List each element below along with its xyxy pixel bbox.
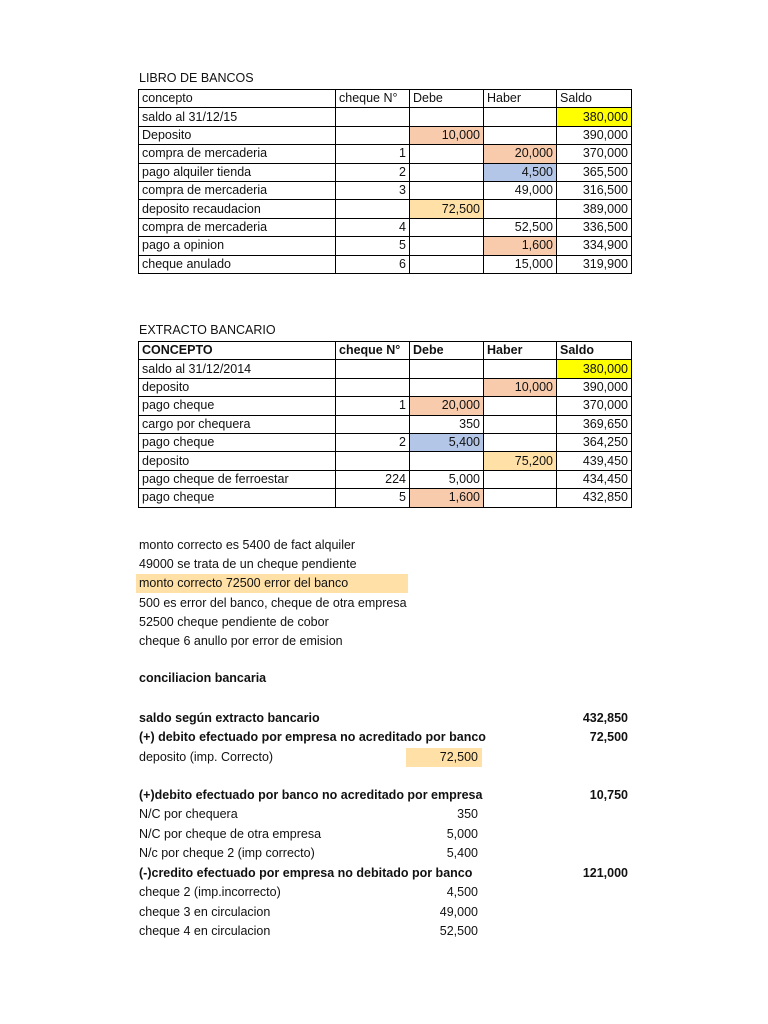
table-row	[139, 218, 632, 236]
cell-saldo[interactable]: 334,900	[557, 237, 632, 255]
note-line[interactable]: 500 es error del banco, cheque de otra empresa	[139, 596, 407, 610]
table-row	[139, 415, 632, 433]
table-row	[139, 163, 632, 181]
cell-cheque[interactable]	[336, 108, 410, 126]
section-item-row	[139, 903, 629, 922]
cell-saldo[interactable]: 390,000	[557, 126, 632, 144]
cell-haber[interactable]	[484, 126, 557, 144]
header-haber[interactable]: Haber	[484, 90, 557, 108]
item-label[interactable]: deposito (imp. Correcto)	[139, 750, 274, 764]
cell-cheque[interactable]: 224	[336, 470, 410, 488]
cell-haber[interactable]	[484, 415, 557, 433]
table-row	[139, 397, 632, 415]
section-header-row	[139, 728, 629, 747]
section2-label[interactable]: (+)debito efectuado por banco no acreditado por empresa	[139, 788, 483, 802]
section2-total[interactable]: 10,750	[589, 788, 628, 802]
item-value[interactable]: 49,000	[439, 905, 478, 919]
cell-concepto[interactable]: pago alquiler tienda	[139, 163, 336, 181]
item-label[interactable]: cheque 2 (imp.incorrecto)	[139, 885, 281, 899]
cell-concepto[interactable]: deposito recaudacion	[139, 200, 336, 218]
cell-cheque[interactable]: 5	[336, 489, 410, 507]
cell-haber[interactable]	[484, 397, 557, 415]
section3-total[interactable]: 121,000	[582, 866, 628, 880]
cell-haber[interactable]: 52,500	[484, 218, 557, 236]
cell-debe[interactable]	[410, 237, 484, 255]
cell-saldo[interactable]: 370,000	[557, 145, 632, 163]
saldo-total[interactable]: 432,850	[582, 711, 628, 725]
cell-haber[interactable]: 1,600	[484, 237, 557, 255]
table-row	[139, 237, 632, 255]
cell-cheque[interactable]: 4	[336, 218, 410, 236]
section-header-row	[139, 864, 629, 883]
table-row	[139, 470, 632, 488]
item-value[interactable]: 52,500	[439, 924, 478, 938]
cell-saldo[interactable]: 316,500	[557, 181, 632, 199]
cell-debe[interactable]: 350	[410, 415, 484, 433]
note-line[interactable]: 49000 se trata de un cheque pendiente	[139, 557, 357, 571]
cell-debe[interactable]: 10,000	[410, 126, 484, 144]
cell-concepto[interactable]: compra de mercaderia	[139, 218, 336, 236]
cell-debe[interactable]	[410, 452, 484, 470]
cell-haber[interactable]: 20,000	[484, 145, 557, 163]
cell-saldo[interactable]: 390,000	[557, 378, 632, 396]
cell-concepto[interactable]: pago cheque	[139, 397, 336, 415]
cell-saldo[interactable]: 365,500	[557, 163, 632, 181]
header-cheque[interactable]: cheque N°	[336, 342, 410, 360]
cell-debe[interactable]: 20,000	[410, 397, 484, 415]
header-concepto[interactable]: CONCEPTO	[139, 342, 336, 360]
table-row	[139, 360, 632, 378]
item-value[interactable]: 5,400	[446, 846, 478, 860]
table-row	[139, 200, 632, 218]
header-concepto[interactable]: concepto	[139, 90, 336, 108]
cell-debe[interactable]	[410, 145, 484, 163]
cell-saldo[interactable]: 364,250	[557, 433, 632, 451]
cell-saldo[interactable]: 369,650	[557, 415, 632, 433]
cell-concepto[interactable]: compra de mercaderia	[139, 181, 336, 199]
cell-cheque[interactable]: 2	[336, 163, 410, 181]
cell-debe[interactable]	[410, 360, 484, 378]
cell-haber[interactable]: 4,500	[484, 163, 557, 181]
cell-cheque[interactable]	[336, 126, 410, 144]
section-item-row	[139, 883, 629, 902]
cell-haber[interactable]: 15,000	[484, 255, 557, 273]
cell-cheque[interactable]: 6	[336, 255, 410, 273]
cell-saldo[interactable]: 370,000	[557, 397, 632, 415]
item-value[interactable]: 350	[457, 807, 478, 821]
cell-concepto[interactable]: saldo al 31/12/15	[139, 108, 336, 126]
cell-haber[interactable]	[484, 108, 557, 126]
table-header-row	[139, 90, 632, 108]
section-item-row	[139, 844, 629, 863]
item-label[interactable]: N/C por cheque de otra empresa	[139, 827, 322, 841]
cell-debe[interactable]: 5,000	[410, 470, 484, 488]
cell-saldo[interactable]: 380,000	[557, 108, 632, 126]
cell-saldo[interactable]: 432,850	[557, 489, 632, 507]
cell-concepto[interactable]: saldo al 31/12/2014	[139, 360, 336, 378]
cell-saldo[interactable]: 434,450	[557, 470, 632, 488]
cell-concepto[interactable]: cargo por chequera	[139, 415, 336, 433]
cell-cheque[interactable]: 1	[336, 397, 410, 415]
table-row	[139, 255, 632, 273]
table-header-row	[139, 342, 632, 360]
cell-haber[interactable]: 75,200	[484, 452, 557, 470]
extracto-table	[138, 341, 632, 508]
cell-cheque[interactable]: 1	[336, 145, 410, 163]
item-label[interactable]: cheque 4 en circulacion	[139, 924, 271, 938]
item-value[interactable]: 5,000	[446, 827, 478, 841]
cell-debe[interactable]	[410, 255, 484, 273]
cell-debe[interactable]	[410, 108, 484, 126]
header-debe[interactable]: Debe	[410, 90, 484, 108]
saldo-label[interactable]: saldo según extracto bancario	[139, 711, 320, 725]
cell-debe[interactable]	[410, 378, 484, 396]
header-haber[interactable]: Haber	[484, 342, 557, 360]
item-label[interactable]: cheque 3 en circulacion	[139, 905, 271, 919]
cell-debe[interactable]: 5,400	[410, 433, 484, 451]
table-row	[139, 145, 632, 163]
cell-saldo[interactable]: 336,500	[557, 218, 632, 236]
header-cheque[interactable]: cheque N°	[336, 90, 410, 108]
cell-concepto[interactable]: pago cheque de ferroestar	[139, 470, 336, 488]
note-line[interactable]: monto correcto es 5400 de fact alquiler	[139, 538, 356, 552]
cell-haber[interactable]: 49,000	[484, 181, 557, 199]
cell-cheque[interactable]: 5	[336, 237, 410, 255]
cell-debe[interactable]	[410, 218, 484, 236]
table-row	[139, 433, 632, 451]
conciliacion-saldo-row	[139, 709, 629, 728]
section1-total[interactable]: 72,500	[589, 730, 628, 744]
cell-haber[interactable]	[484, 200, 557, 218]
conciliacion-title[interactable]: conciliacion bancaria	[139, 671, 267, 685]
note-line[interactable]: 52500 cheque pendiente de cobor	[139, 615, 329, 629]
cell-cheque[interactable]	[336, 378, 410, 396]
cell-concepto[interactable]: Deposito	[139, 126, 336, 144]
cell-cheque[interactable]: 2	[336, 433, 410, 451]
cell-saldo[interactable]: 439,450	[557, 452, 632, 470]
table-row	[139, 126, 632, 144]
cell-haber[interactable]	[484, 360, 557, 378]
table-row	[139, 378, 632, 396]
cell-saldo[interactable]: 319,900	[557, 255, 632, 273]
section-item-row	[139, 805, 629, 824]
cell-haber[interactable]: 10,000	[484, 378, 557, 396]
table-row	[139, 489, 632, 507]
cell-concepto[interactable]: cheque anulado	[139, 255, 336, 273]
cell-concepto[interactable]: deposito	[139, 452, 336, 470]
section1-label[interactable]: (+) debito efectuado por empresa no acreditado por banco	[139, 730, 486, 744]
cell-cheque[interactable]	[336, 452, 410, 470]
item-label[interactable]: N/C por chequera	[139, 807, 238, 821]
cell-debe[interactable]	[410, 163, 484, 181]
section-item-row	[139, 922, 629, 941]
header-saldo[interactable]: Saldo	[557, 90, 632, 108]
section-item-row	[139, 825, 629, 844]
cell-haber[interactable]	[484, 470, 557, 488]
header-saldo[interactable]: Saldo	[557, 342, 632, 360]
cell-saldo[interactable]: 380,000	[557, 360, 632, 378]
cell-concepto[interactable]: deposito	[139, 378, 336, 396]
section-header-row	[139, 786, 629, 805]
note-line-highlighted[interactable]: monto correcto 72500 error del banco	[136, 574, 408, 593]
item-label[interactable]: N/c por cheque 2 (imp correcto)	[139, 846, 315, 860]
libro-title: LIBRO DE BANCOS	[139, 71, 254, 85]
item-value[interactable]: 4,500	[446, 885, 478, 899]
item-value-highlighted[interactable]: 72,500	[406, 748, 482, 767]
libro-table	[138, 89, 632, 274]
cell-cheque[interactable]	[336, 200, 410, 218]
cell-haber[interactable]	[484, 433, 557, 451]
cell-cheque[interactable]: 3	[336, 181, 410, 199]
cell-debe[interactable]: 72,500	[410, 200, 484, 218]
table-row	[139, 452, 632, 470]
table-row	[139, 181, 632, 199]
cell-cheque[interactable]	[336, 360, 410, 378]
table-row	[139, 108, 632, 126]
cell-haber[interactable]	[484, 489, 557, 507]
cell-cheque[interactable]	[336, 415, 410, 433]
cell-saldo[interactable]: 389,000	[557, 200, 632, 218]
note-line[interactable]: cheque 6 anullo por error de emision	[139, 634, 343, 648]
section3-label[interactable]: (-)credito efectuado por empresa no debitado por banco	[139, 866, 473, 880]
header-debe[interactable]: Debe	[410, 342, 484, 360]
cell-concepto[interactable]: pago cheque	[139, 489, 336, 507]
cell-debe[interactable]	[410, 181, 484, 199]
cell-debe[interactable]: 1,600	[410, 489, 484, 507]
cell-concepto[interactable]: compra de mercaderia	[139, 145, 336, 163]
extracto-title: EXTRACTO BANCARIO	[139, 323, 276, 337]
cell-concepto[interactable]: pago cheque	[139, 433, 336, 451]
section-item-row	[139, 748, 629, 767]
cell-concepto[interactable]: pago a opinion	[139, 237, 336, 255]
